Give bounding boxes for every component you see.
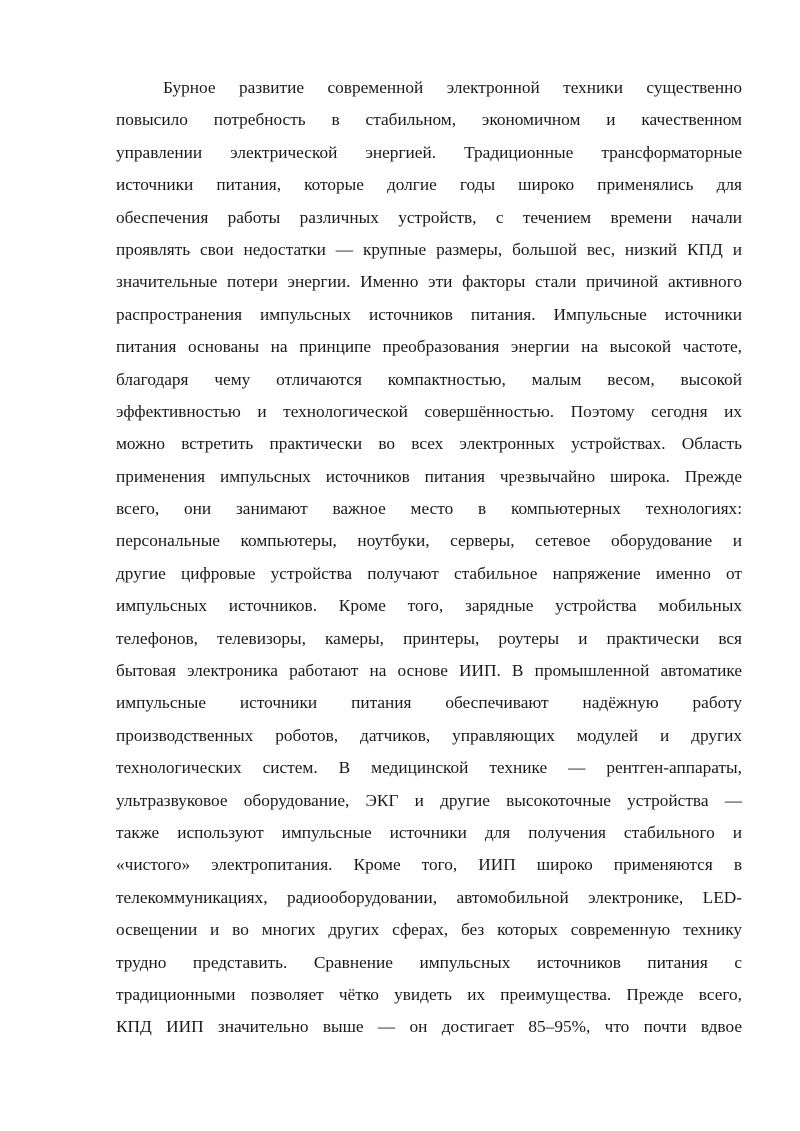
text-line: повысило потребность в стабильном, экономичном и качественном	[116, 110, 742, 130]
paragraph	[116, 72, 742, 1044]
text-line: другие цифровые устройства получают стабильное напряжение именно от	[116, 563, 742, 583]
text-line: «чистого» электропитания. Кроме того, ИИП широко применяются в	[116, 855, 742, 875]
text-line: применения импульсных источников питания чрезвычайно широка. Прежде	[116, 466, 742, 486]
text-line: эффективностью и технологической совершённостью. Поэтому сегодня их	[116, 401, 742, 421]
text-line: обеспечения работы различных устройств, с течением времени начали	[116, 207, 742, 227]
text-line: распространения импульсных источников питания. Импульсные источники	[116, 304, 742, 324]
text-line: персональные компьютеры, ноутбуки, серверы, сетевое оборудование и	[116, 531, 742, 551]
text-line: импульсные источники питания обеспечивают надёжную работу	[116, 693, 742, 713]
text-line: телефонов, телевизоры, камеры, принтеры, роутеры и практически вся	[116, 628, 742, 648]
text-line: бытовая электроника работают на основе ИИП. В промышленной автоматике	[116, 661, 742, 681]
text-line: можно встретить практически во всех электронных устройствах. Область	[116, 434, 742, 454]
text-line: производственных роботов, датчиков, управляющих модулей и других	[116, 725, 742, 745]
text-line: традиционными позволяет чётко увидеть их преимущества. Прежде всего,	[116, 984, 742, 1004]
text-line: технологических систем. В медицинской технике — рентген-аппараты,	[116, 758, 742, 778]
text-line: трудно представить. Сравнение импульсных источников питания с	[116, 952, 742, 972]
text-line: проявлять свои недостатки — крупные размеры, большой вес, низкий КПД и	[116, 239, 742, 259]
text-line: Бурное развитие современной электронной техники существенно	[163, 78, 742, 97]
text-line: телекоммуникациях, радиооборудовании, автомобильной электронике, LED-	[116, 887, 742, 907]
text-line: также используют импульсные источники для получения стабильного и	[116, 822, 742, 842]
text-line: источники питания, которые долгие годы широко применялись для	[116, 175, 742, 195]
text-line: всего, они занимают важное место в компьютерных технологиях:	[116, 499, 742, 519]
text-line: импульсных источников. Кроме того, зарядные устройства мобильных	[116, 596, 742, 616]
text-line: КПД ИИП значительно выше — он достигает 85–95%, что почти вдвое	[116, 1017, 742, 1037]
text-line: значительные потери энергии. Именно эти факторы стали причиной активного	[116, 272, 742, 292]
text-line: ультразвуковое оборудование, ЭКГ и другие высокоточные устройства —	[116, 790, 742, 810]
text-line: освещении и во многих других сферах, без которых современную технику	[116, 920, 742, 940]
text-line: питания основаны на принципе преобразования энергии на высокой частоте,	[116, 337, 742, 357]
text-line: благодаря чему отличаются компактностью, малым весом, высокой	[116, 369, 742, 389]
text-line: управлении электрической энергией. Традиционные трансформаторные	[116, 142, 742, 162]
